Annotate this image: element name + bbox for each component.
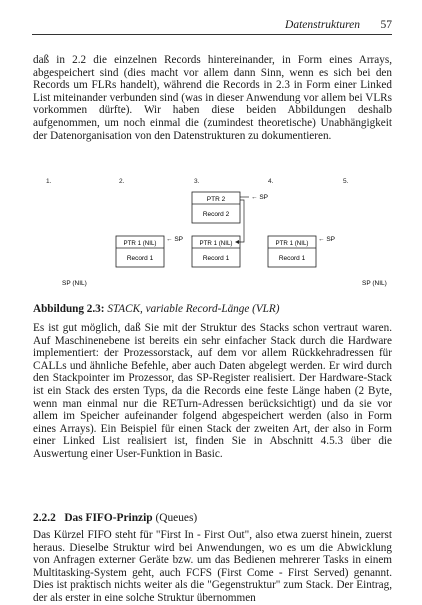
record1-label-step4: Record 1	[278, 255, 306, 262]
record1-label-step3: Record 1	[202, 255, 230, 262]
section-heading	[33, 512, 197, 524]
intro-paragraph: daß in 2.2 die einzelnen Records hintereinander, in Form eines Arrays, abgespeichert sind (dies macht vor allem dann Sinn, wenn es sich bei den Records um FLRs handelt), während die Records in 2.3 in Form einer Linked List miteinander verbunden sind (was in dieser Anwendung vor allem bei VLRs vorkommen dürfte). Wir haben diese beiden Abbildungen deshalb aufgenommen, um noch einmal die (zumindest theoretische) Unabhängigkeit der Datenorganisation von den Datenstrukturen zu dokumentieren.	[33, 54, 392, 142]
record-1-box-step2	[116, 236, 164, 267]
stack-diagram	[30, 170, 392, 295]
step-label-4: 4.	[268, 178, 274, 185]
section-number: 2.2.2	[33, 512, 56, 524]
record2-label: Record 2	[202, 211, 230, 218]
sp-nil-label-step5: SP (NIL)	[362, 280, 387, 287]
step-label-3: 3.	[194, 178, 200, 185]
record-1-box-step3	[192, 236, 240, 267]
section-title: Das FIFO-Prinzip	[64, 512, 153, 524]
record1-label-step2: Record 1	[126, 255, 154, 262]
sp-nil-label-step1: SP (NIL)	[62, 280, 87, 287]
ptr1-label-step2: PTR 1 (NIL)	[123, 240, 157, 247]
ptr2-label: PTR 2	[206, 196, 226, 203]
record-2-box	[192, 192, 240, 223]
step-label-5: 5.	[343, 178, 349, 185]
section-subtitle: (Queues)	[155, 512, 198, 524]
sp-label-step4: ← SP	[318, 236, 335, 243]
caption-text: STACK, variable Record-Länge (VLR)	[107, 303, 280, 315]
sp-label-step2: ← SP	[166, 236, 183, 243]
link-arrowhead	[235, 240, 239, 244]
sp-label-step3: ← SP	[251, 194, 268, 201]
figure-caption	[33, 303, 279, 315]
header-title: Datenstrukturen	[285, 19, 360, 31]
ptr1-label-step4: PTR 1 (NIL)	[275, 240, 309, 247]
step-label-2: 2.	[119, 178, 125, 185]
page-number: 57	[380, 19, 392, 31]
record-1-box-step4	[268, 236, 316, 267]
running-header	[32, 18, 392, 35]
fifo-paragraph: Das Kürzel FIFO steht für "First In - First Out", also etwa zuerst hinein, zuerst heraus. Dieselbe Struktur wird bei Anwendungen, wo es um die Abwicklung von Anfragen externer Geräte bzw. um das Bedienen mehrerer Tasks in einem Multitasking-System geht, auch FCFS (First Come - First Served) genannt. Dies ist praktisch nichts weiter als die "Gegenstruktur" zum Stack. Der Eintrag, der als erster in eine solche Struktur übernommen	[33, 529, 392, 604]
step-label-1: 1.	[46, 178, 52, 185]
body-paragraph: Es ist gut möglich, daß Sie mit der Struktur des Stacks schon vertraut waren. Auf Maschinenebene ist bereits ein sehr einfacher Stack durch die Hardware implementiert: der Prozessorstack, auf dem vor allem Rückkehradressen für CALLs und ähnliche Befehle, aber auch Daten abgelegt werden. Er wird durch den Stackpointer im Prozessor, das SP-Register realisiert. Der Hardware-Stack ist ein Stack des ersten Typs, da die Records eine feste Länge haben (2 Byte, wenn man einmal nur die RETurn-Adressen berücksichtigt) und da sie vor allem im Speicher aufeinander folgend abgespeichert werden (also in Form eines Arrays). Ein Beispiel für einen Stack der zweiten Art, der also in Form einer Linked List realisiert ist, finden Sie in Abschnitt 4.5.3 über die Auswertung einer User-Funktion in Basic.	[33, 322, 392, 460]
ptr1-label-step3: PTR 1 (NIL)	[199, 240, 233, 247]
caption-label: Abbildung 2.3:	[33, 303, 105, 315]
